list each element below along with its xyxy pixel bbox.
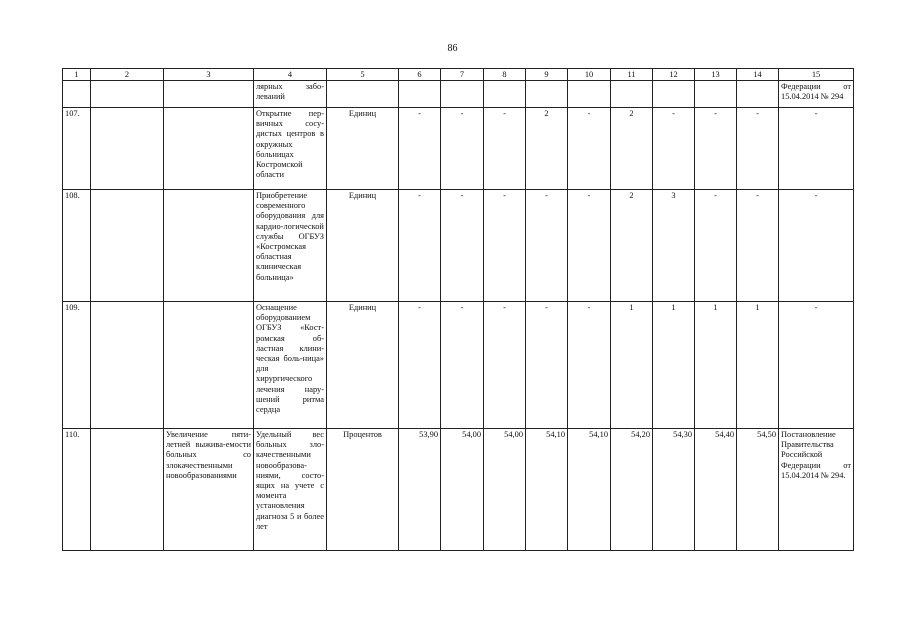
value-cell: - [526,190,568,302]
goal-cell [91,429,164,551]
column-header: 2 [91,69,164,81]
indicator-cell: лярных забо-леваний [254,81,327,108]
row-number: 108. [63,190,91,302]
value-cell [695,81,737,108]
table-row [63,108,854,190]
value-cell [737,81,779,108]
column-header: 14 [737,69,779,81]
table-header-row [63,69,854,81]
value-cell: 53,90 [399,429,441,551]
value-cell: 1 [653,302,695,429]
value-cell: 54,20 [611,429,653,551]
value-cell: - [526,302,568,429]
value-cell [484,81,526,108]
table-row [63,81,854,108]
value-cell: 54,50 [737,429,779,551]
value-cell: 54,00 [441,429,484,551]
indicator-cell: Удельный вес больных зло-качественными новообразова-ниями, состо-ящих на учете с момента установления диагноза 5 и более лет [254,429,327,551]
source-cell: - [779,302,854,429]
unit-cell: Процентов [327,429,399,551]
column-header: 9 [526,69,568,81]
column-header: 8 [484,69,526,81]
value-cell: - [737,190,779,302]
value-cell: - [441,302,484,429]
row-number: 110. [63,429,91,551]
value-cell: - [399,302,441,429]
value-cell: - [484,302,526,429]
indicator-cell: Приобретение современного оборудования для кардио-логической службы ОГБУЗ «Костромская областная клиническая больница» [254,190,327,302]
column-header: 13 [695,69,737,81]
value-cell: - [568,302,611,429]
goal-cell [91,190,164,302]
goal-cell [164,81,254,108]
indicators-table [62,68,854,551]
column-header: 10 [568,69,611,81]
goal-cell [164,190,254,302]
column-header: 12 [653,69,695,81]
goal-cell [91,108,164,190]
value-cell: - [441,108,484,190]
goal-cell [164,108,254,190]
table-row [63,302,854,429]
value-cell: 54,30 [653,429,695,551]
column-header: 3 [164,69,254,81]
goal-cell [164,302,254,429]
goal-cell [91,81,164,108]
value-cell: 54,00 [484,429,526,551]
column-header: 4 [254,69,327,81]
column-header: 6 [399,69,441,81]
value-cell: - [399,108,441,190]
value-cell [526,81,568,108]
value-cell [568,81,611,108]
column-header: 15 [779,69,854,81]
unit-cell: Единиц [327,108,399,190]
value-cell: 1 [611,302,653,429]
source-cell: - [779,108,854,190]
value-cell: - [484,190,526,302]
table-row [63,429,854,551]
source-cell: Постановление Правительства Российской Федерации от 15.04.2014 № 294. [779,429,854,551]
column-header: 1 [63,69,91,81]
indicator-cell: Оснащение оборудованием ОГБУЗ «Кост-ромская об-ластная клини-ческая боль-ница» для хирургического лечения нару-шений ритма сердца [254,302,327,429]
goal-cell [91,302,164,429]
value-cell: - [695,190,737,302]
value-cell: 3 [653,190,695,302]
value-cell [653,81,695,108]
value-cell: 2 [611,190,653,302]
source-cell: Федерации от 15.04.2014 № 294 [779,81,854,108]
value-cell: 54,10 [568,429,611,551]
value-cell: - [399,190,441,302]
column-header: 5 [327,69,399,81]
value-cell [399,81,441,108]
value-cell: - [737,108,779,190]
value-cell: - [695,108,737,190]
unit-cell [327,81,399,108]
indicator-cell: Открытие пер-вичных сосу-дистых центров в окружных больницах Костромской области [254,108,327,190]
column-header: 7 [441,69,484,81]
value-cell: 1 [695,302,737,429]
value-cell: 2 [611,108,653,190]
row-number: 109. [63,302,91,429]
table-row [63,190,854,302]
value-cell: 2 [526,108,568,190]
value-cell: 54,10 [526,429,568,551]
value-cell: 1 [737,302,779,429]
value-cell: - [568,190,611,302]
value-cell: - [484,108,526,190]
value-cell: - [568,108,611,190]
goal-cell: Увеличение пяти-летней выжива-емости больных со злокачественными новообразованиями [164,429,254,551]
value-cell: - [653,108,695,190]
value-cell [611,81,653,108]
column-header: 11 [611,69,653,81]
value-cell [441,81,484,108]
row-number: 107. [63,108,91,190]
source-cell: - [779,190,854,302]
value-cell: 54,40 [695,429,737,551]
page-number: 86 [447,43,458,54]
value-cell: - [441,190,484,302]
unit-cell: Единиц [327,302,399,429]
row-number [63,81,91,108]
unit-cell: Единиц [327,190,399,302]
